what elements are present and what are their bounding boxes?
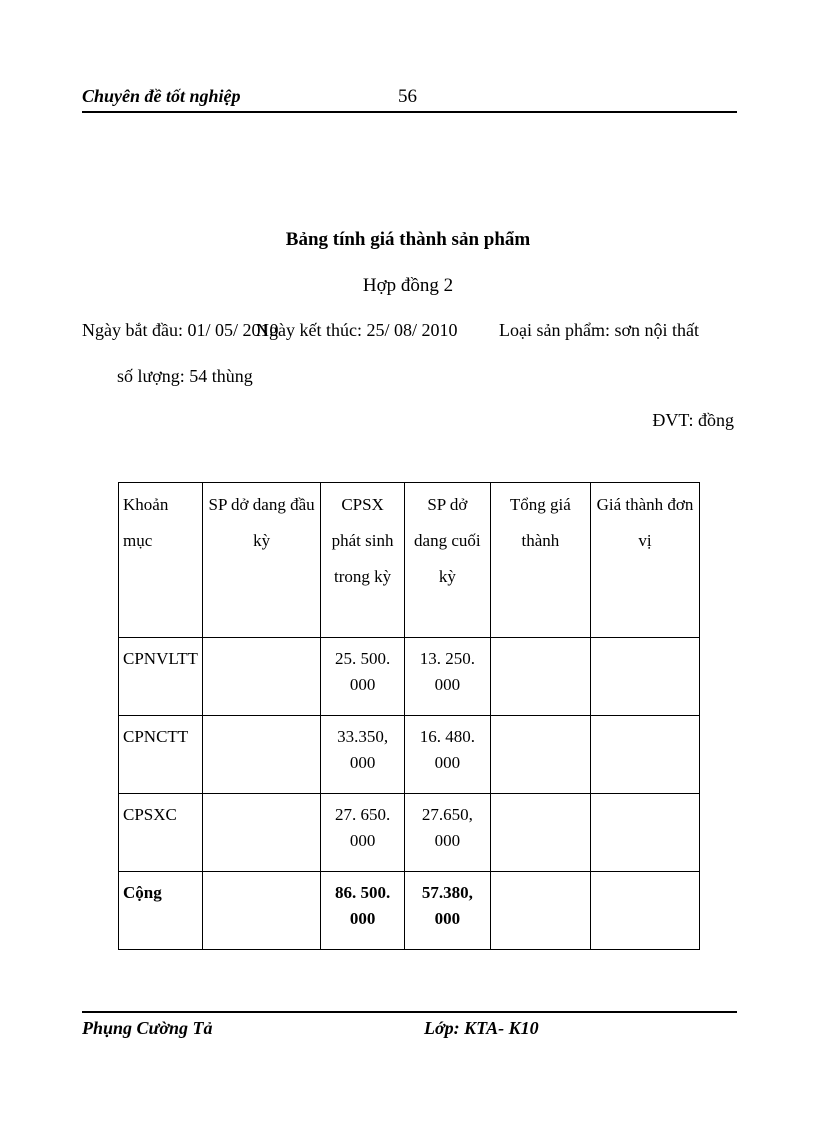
currency-unit: ĐVT: đồng <box>652 410 734 430</box>
cell-item: CPSXC <box>119 794 203 872</box>
cost-table <box>118 482 700 950</box>
cell-item: CPNVLTT <box>119 638 203 716</box>
col-header-total-cost: Tổng giá thành <box>490 483 590 638</box>
cell-closing-wip: 27.650, 000 <box>404 794 490 872</box>
cell-item: CPNCTT <box>119 716 203 794</box>
footer-divider <box>82 1011 737 1013</box>
header-divider <box>82 111 737 113</box>
cell-period-cost: 33.350, 000 <box>321 716 405 794</box>
cell-total-cost <box>490 872 590 950</box>
header-title: Chuyên đề tốt nghiệp <box>82 86 241 106</box>
cell-closing-wip: 16. 480. 000 <box>404 716 490 794</box>
footer-class: Lớp: KTA- K10 <box>424 1018 539 1038</box>
cell-opening-wip <box>202 638 320 716</box>
table-total-row <box>119 872 700 950</box>
product-type: Loại sản phẩm: sơn nội thất <box>499 320 699 340</box>
col-header-item: Khoản mục <box>119 483 203 638</box>
cell-unit-cost <box>591 794 700 872</box>
cell-period-cost: 86. 500. 000 <box>321 872 405 950</box>
cell-opening-wip <box>202 794 320 872</box>
cell-unit-cost <box>591 638 700 716</box>
col-header-opening-wip: SP dở dang đầu kỳ <box>202 483 320 638</box>
table-row <box>119 716 700 794</box>
cell-total-cost <box>490 716 590 794</box>
cell-unit-cost <box>591 872 700 950</box>
cell-total-cost <box>490 794 590 872</box>
cell-period-cost: 25. 500. 000 <box>321 638 405 716</box>
cell-unit-cost <box>591 716 700 794</box>
start-date: Ngày bắt đầu: 01/ 05/ 2010 <box>82 320 279 340</box>
page-number: 56 <box>398 86 417 107</box>
document-title: Bảng tính giá thành sản phẩm <box>285 229 531 250</box>
col-header-closing-wip: SP dở dang cuối kỳ <box>404 483 490 638</box>
table-row <box>119 794 700 872</box>
quantity: số lượng: 54 thùng <box>117 366 253 386</box>
table-row <box>119 638 700 716</box>
cell-opening-wip <box>202 716 320 794</box>
cell-item: Cộng <box>119 872 203 950</box>
cell-opening-wip <box>202 872 320 950</box>
contract-subtitle: Hợp đồng 2 <box>362 275 454 296</box>
cell-period-cost: 27. 650. 000 <box>321 794 405 872</box>
table-header-row <box>119 483 700 638</box>
cell-closing-wip: 57.380, 000 <box>404 872 490 950</box>
col-header-period-cost: CPSX phát sinh trong kỳ <box>321 483 405 638</box>
col-header-unit-cost: Giá thành đơn vị <box>591 483 700 638</box>
footer-author: Phụng Cường Tả <box>82 1018 213 1038</box>
end-date: Ngày kết thúc: 25/ 08/ 2010 <box>256 320 458 340</box>
cell-total-cost <box>490 638 590 716</box>
cell-closing-wip: 13. 250. 000 <box>404 638 490 716</box>
